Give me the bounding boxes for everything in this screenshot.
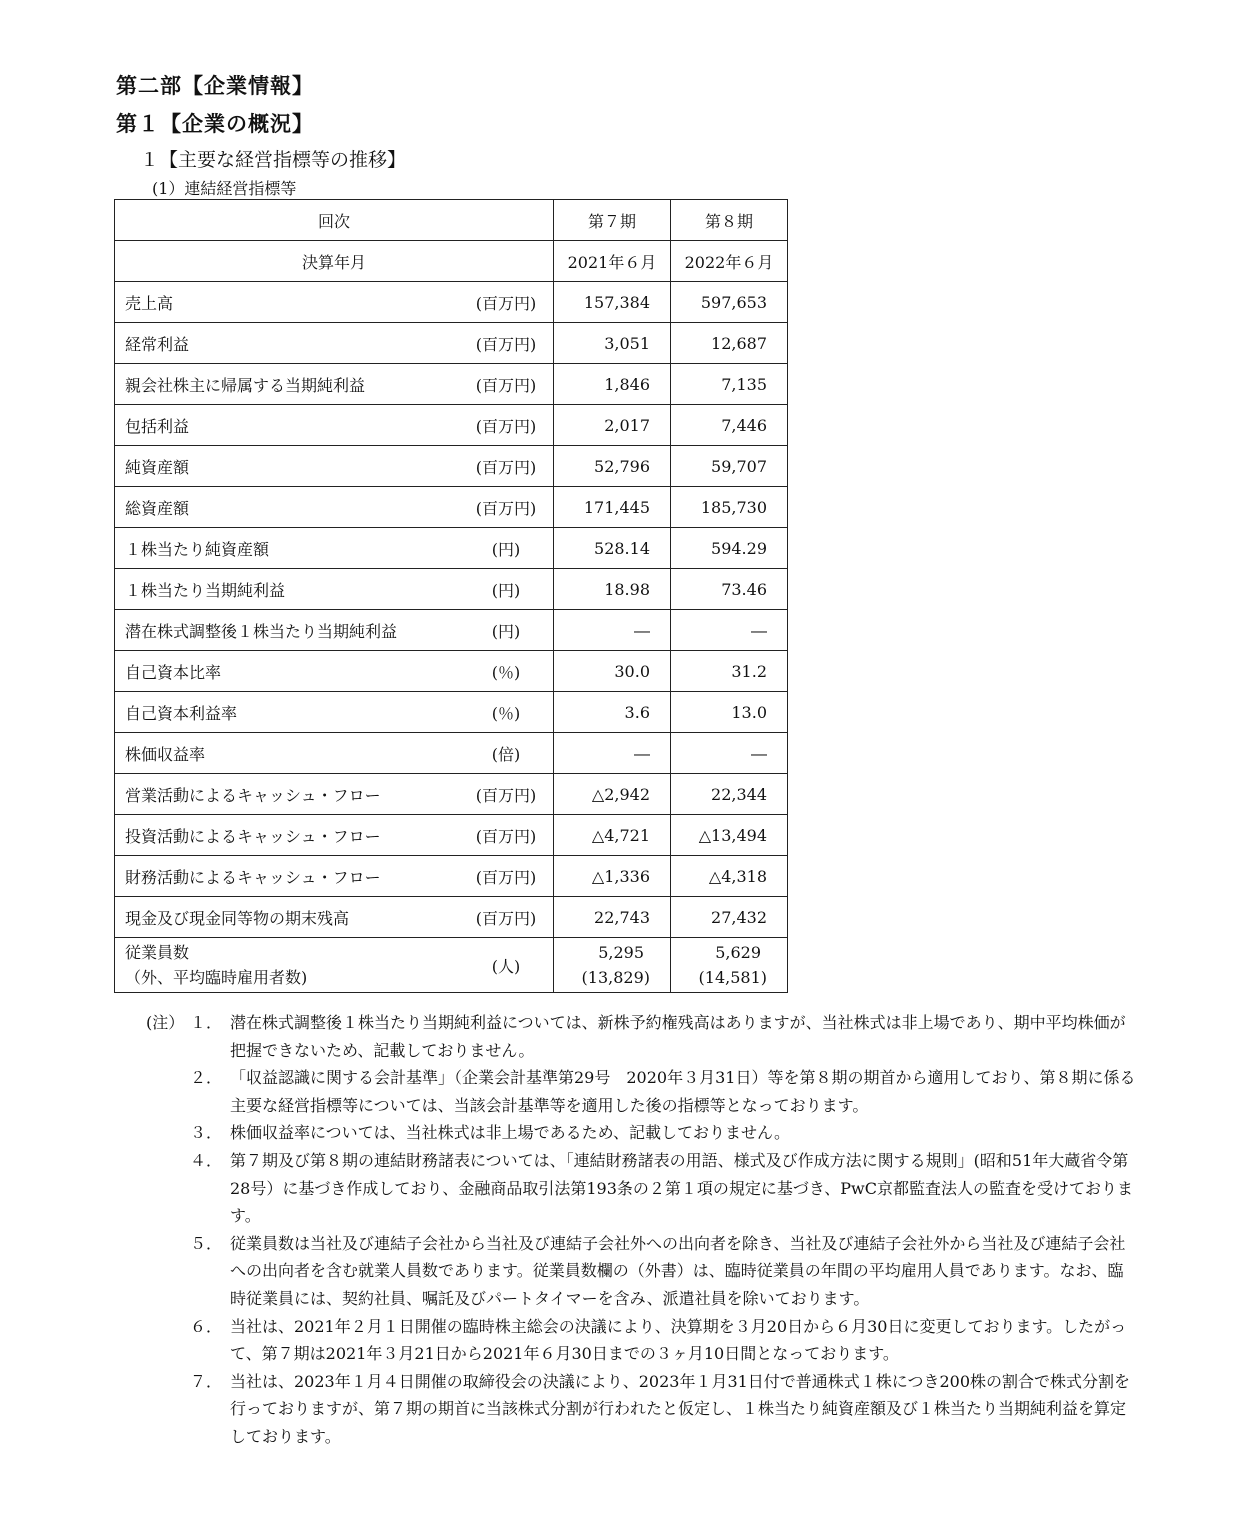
header-date-label: 決算年月	[115, 241, 554, 282]
value-period-7: 1,846	[554, 364, 671, 405]
value-period-7: ―	[554, 610, 671, 651]
row-label: 現金及び現金同等物の期末残高	[125, 908, 350, 928]
value-period-8: 594.29	[671, 528, 788, 569]
row-label: 自己資本利益率	[125, 703, 238, 723]
row-label-cell	[115, 364, 554, 405]
table-row	[115, 856, 788, 897]
note-text: 当社は、2023年１月４日開催の取締役会の決議により、2023年１月31日付で普通株式１株につき200株の割合で株式分割を行っておりますが、第７期の期首に当該株式分割が行われたと仮定し、１株当たり純資産額及び１株当たり当期純利益を算定しております。	[230, 1371, 1131, 1446]
value-period-7: 3,051	[554, 323, 671, 364]
value-period-8: 7,446	[671, 405, 788, 446]
employees-8-main: 5,629	[715, 943, 761, 962]
value-period-8: 13.0	[671, 692, 788, 733]
row-label-cell	[115, 405, 554, 446]
note-number: ６．	[190, 1316, 223, 1336]
employees-label-cell	[115, 938, 554, 993]
employees-period-7	[554, 938, 671, 993]
note-number: ３．	[190, 1123, 223, 1143]
note-item	[146, 1009, 1136, 1064]
row-label: 総資産額	[125, 498, 190, 518]
value-period-8: 73.46	[671, 569, 788, 610]
row-label: 純資産額	[125, 457, 190, 477]
table-row	[115, 282, 788, 323]
row-unit: (円)	[491, 580, 521, 600]
note-number: １．	[190, 1013, 223, 1032]
employees-period-8	[671, 938, 788, 993]
row-unit: (百万円)	[475, 334, 537, 354]
row-label: 株価収益率	[125, 744, 206, 764]
row-unit: (百万円)	[475, 785, 537, 805]
table-row	[115, 487, 788, 528]
note-text: 第７期及び第８期の連結財務諸表については、「連結財務諸表の用語、様式及び作成方法に関する規則」(昭和51年大蔵省令第28号）に基づき作成しており、金融商品取引法第193条の２第１項の規定に基づき、PwC京都監査法人の監査を受けております。	[230, 1150, 1133, 1226]
row-unit: (百万円)	[475, 908, 537, 928]
note-text: 当社は、2021年２月１日開催の臨時株主総会の決議により、決算期を３月20日から６月30日に変更しております。したがって、第７期は2021年３月21日から2021年６月30日までの３ヶ月10日間となっております。	[230, 1316, 1127, 1364]
value-period-7: 171,445	[554, 487, 671, 528]
value-period-8: 22,344	[671, 774, 788, 815]
value-period-8: 185,730	[671, 487, 788, 528]
table-row	[115, 569, 788, 610]
row-label-cell	[115, 856, 554, 897]
employees-label: 従業員数	[125, 943, 190, 962]
table-row	[115, 610, 788, 651]
note-item	[146, 1119, 1136, 1147]
value-period-8: 12,687	[671, 323, 788, 364]
row-label: 潜在株式調整後１株当たり当期純利益	[125, 621, 398, 641]
row-label-cell	[115, 774, 554, 815]
value-period-8: 27,432	[671, 897, 788, 938]
row-label-cell	[115, 610, 554, 651]
value-period-7: △4,721	[554, 815, 671, 856]
table-row	[115, 897, 788, 938]
row-unit: (円)	[491, 539, 521, 559]
header-date-7: 2021年６月	[554, 241, 671, 282]
value-period-7: △2,942	[554, 774, 671, 815]
row-label-cell	[115, 569, 554, 610]
note-item	[146, 1230, 1136, 1313]
note-item	[146, 1313, 1136, 1368]
table-row	[115, 364, 788, 405]
note-text: 潜在株式調整後１株当たり当期純利益については、新株予約権残高はありますが、当社株式は非上場であり、期中平均株価が把握できないため、記載しておりません。	[230, 1013, 1126, 1060]
row-unit: (百万円)	[475, 293, 537, 313]
row-unit: (百万円)	[475, 375, 537, 395]
header-period-7: 第７期	[554, 200, 671, 241]
table-row	[115, 528, 788, 569]
value-period-7: 52,796	[554, 446, 671, 487]
value-period-8: 59,707	[671, 446, 788, 487]
table-row	[115, 405, 788, 446]
value-period-8: △4,318	[671, 856, 788, 897]
header-row-period	[115, 200, 788, 241]
employees-unit: (人)	[491, 956, 521, 976]
table-row	[115, 815, 788, 856]
value-period-8: 31.2	[671, 651, 788, 692]
row-label: 包括利益	[125, 416, 190, 436]
table-row	[115, 323, 788, 364]
table-row	[115, 446, 788, 487]
row-unit: (％)	[491, 703, 521, 723]
value-period-7: ―	[554, 733, 671, 774]
employees-sublabel: （外、平均臨時雇用者数)	[125, 968, 308, 987]
row-unit: (百万円)	[475, 416, 537, 436]
header-row-date	[115, 241, 788, 282]
row-label: 売上高	[125, 293, 174, 313]
row-label: 営業活動によるキャッシュ・フロー	[125, 785, 381, 805]
row-label-cell	[115, 323, 554, 364]
row-label-cell	[115, 692, 554, 733]
note-number: ５．	[190, 1233, 223, 1253]
value-period-7: 18.98	[554, 569, 671, 610]
row-label: １株当たり純資産額	[125, 539, 270, 559]
table-row	[115, 774, 788, 815]
row-unit: (倍)	[491, 744, 521, 764]
notes-head: (注）	[146, 1013, 185, 1032]
row-label-cell	[115, 651, 554, 692]
row-label-cell	[115, 897, 554, 938]
header-period-8: 第８期	[671, 200, 788, 241]
row-unit: (百万円)	[475, 867, 537, 887]
row-unit: (百万円)	[475, 457, 537, 477]
employees-7-sub: (13,829)	[581, 968, 650, 987]
row-label: 親会社株主に帰属する当期純利益	[125, 375, 366, 395]
row-label: 投資活動によるキャッシュ・フロー	[125, 826, 381, 846]
value-period-7: △1,336	[554, 856, 671, 897]
row-unit: (百万円)	[475, 826, 537, 846]
value-period-8: ―	[671, 733, 788, 774]
value-period-7: 528.14	[554, 528, 671, 569]
notes-section	[146, 1009, 1136, 1451]
row-label-cell	[115, 733, 554, 774]
value-period-8: ―	[671, 610, 788, 651]
notes-list	[146, 1009, 1136, 1451]
row-label: 財務活動によるキャッシュ・フロー	[125, 867, 381, 887]
table-row-employees	[115, 938, 788, 993]
note-text: 従業員数は当社及び連結子会社から当社及び連結子会社外への出向者を除き、当社及び連結子会社外から当社及び連結子会社への出向者を含む就業人員数であります。従業員数欄の（外書）は、臨時従業員の年間の平均雇用人員であります。なお、臨時従業員には、契約社員、嘱託及びパートタイマーを含み、派遣社員を除いております。	[230, 1233, 1126, 1308]
table-row	[115, 692, 788, 733]
note-number: ７．	[190, 1371, 223, 1391]
value-period-7: 157,384	[554, 282, 671, 323]
row-label-cell	[115, 528, 554, 569]
row-unit: (百万円)	[475, 498, 537, 518]
table-row	[115, 651, 788, 692]
note-item	[146, 1064, 1136, 1119]
value-period-8: 597,653	[671, 282, 788, 323]
note-item	[146, 1147, 1136, 1230]
subsubsection-title: (1）連結経営指標等	[152, 179, 297, 198]
value-period-7: 2,017	[554, 405, 671, 446]
row-label: １株当たり当期純利益	[125, 580, 286, 600]
value-period-8: 7,135	[671, 364, 788, 405]
row-label-cell	[115, 282, 554, 323]
note-text: 株価収益率については、当社株式は非上場であるため、記載しておりません。	[230, 1123, 791, 1143]
header-period-label: 回次	[115, 200, 554, 241]
row-label: 経常利益	[125, 334, 190, 354]
note-number: ４．	[190, 1150, 223, 1170]
value-period-7: 3.6	[554, 692, 671, 733]
value-period-8: △13,494	[671, 815, 788, 856]
subsection-title: １【主要な経営指標等の推移】	[140, 149, 407, 171]
table-row	[115, 733, 788, 774]
row-label-cell	[115, 487, 554, 528]
employees-7-main: 5,295	[598, 943, 644, 962]
section-title: 第１【企業の概況】	[116, 112, 314, 136]
note-number: ２．	[190, 1068, 223, 1088]
row-unit: (円)	[491, 621, 521, 641]
note-text: 「収益認識に関する会計基準」（企業会計基準第29号 2020年３月31日）等を第８期の期首から適用しており、第８期に係る主要な経営指標等については、当該会計基準等を適用した後の指標等となっております。	[230, 1068, 1136, 1115]
employees-8-sub: (14,581)	[698, 968, 767, 987]
part-title: 第二部【企業情報】	[116, 74, 314, 98]
row-unit: (％)	[491, 662, 521, 682]
value-period-7: 30.0	[554, 651, 671, 692]
financial-indicators-table	[114, 199, 788, 993]
header-date-8: 2022年６月	[671, 241, 788, 282]
note-item	[146, 1368, 1136, 1451]
row-label-cell	[115, 446, 554, 487]
value-period-7: 22,743	[554, 897, 671, 938]
row-label: 自己資本比率	[125, 662, 222, 682]
row-label-cell	[115, 815, 554, 856]
